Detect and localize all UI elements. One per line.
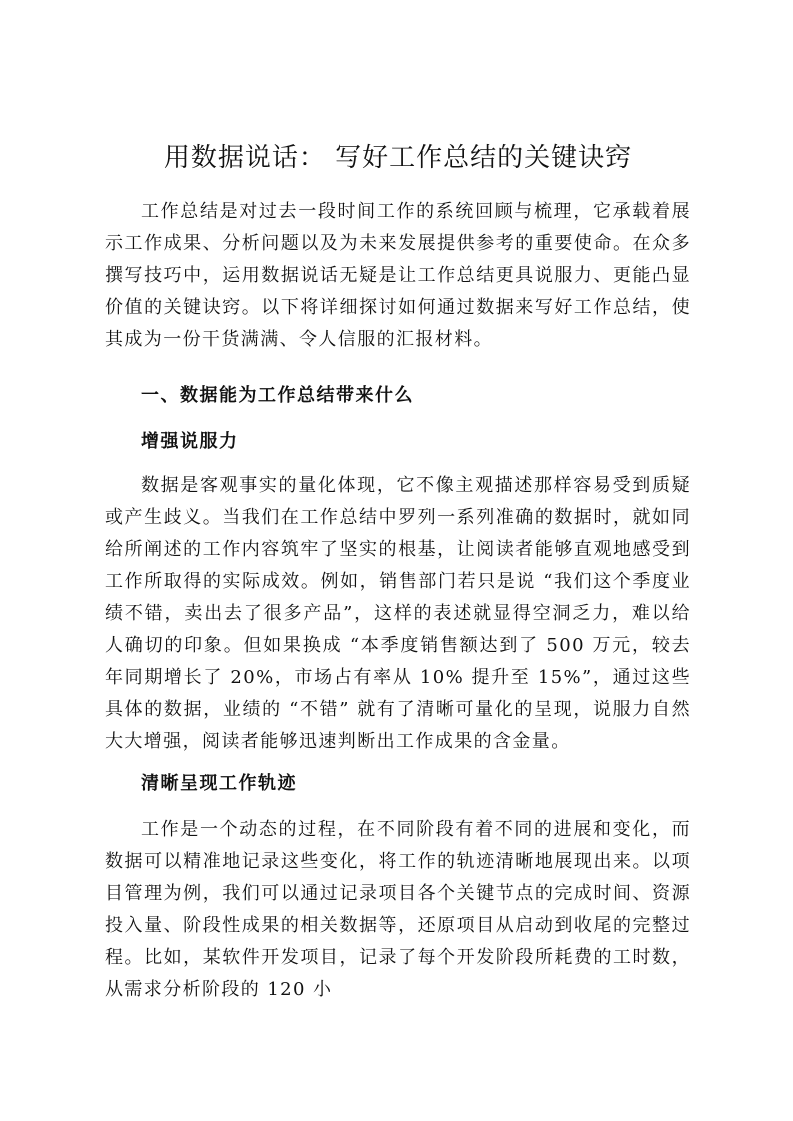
trajectory-paragraph: 工作是一个动态的过程，在不同阶段有着不同的进展和变化，而数据可以精准地记录这些变化，将工作的轨迹清晰地展现出来。以项目管理为例，我们可以通过记录项目各个关键节点的完成时间、资源投入量、阶段性成果的相关数据等，还原项目从启动到收尾的完整过程。比如，某软件开发项目，记录了每个开发阶段所耗费的工时数，从需求分析阶段的 120 小	[105, 819, 691, 1000]
subsection-heading-persuasion: 增强说服力	[141, 431, 239, 452]
section-heading-1: 一、数据能为工作总结带来什么	[141, 385, 414, 406]
intro-paragraph: 工作总结是对过去一段时间工作的系统回顾与梳理，它承载着展示工作成果、分析问题以及为未来发展提供参考的重要使命。在众多撰写技巧中，运用数据说话无疑是让工作总结更具说服力、更能凸显价值的关键诀窍。以下将详细探讨如何通过数据来写好工作总结，使其成为一份干货满满、令人信服的汇报材料。	[105, 201, 691, 350]
document-title: 用数据说话： 写好工作总结的关键诀窍	[163, 143, 633, 173]
subsection-heading-trajectory: 清晰呈现工作轨迹	[141, 773, 297, 794]
persuasion-paragraph: 数据是客观事实的量化体现，它不像主观描述那样容易受到质疑或产生歧义。当我们在工作总结中罗列一系列准确的数据时，就如同给所阐述的工作内容筑牢了坚实的根基，让阅读者能够直观地感受到工作所取得的实际成效。例如，销售部门若只是说 “我们这个季度业绩不错，卖出去了很多产品”，这样的表述就显得空洞乏力，难以给人确切的印象。但如果换成 “本季度销售额达到了 500 万元，较去年同期增长了 20%，市场占有率从 10% 提升至 15%”，通过这些具体的数据，业绩的 “不错” 就有了清晰可量化的呈现，说服力自然大大增强，阅读者能够迅速判断出工作成果的含金量。	[105, 475, 691, 752]
